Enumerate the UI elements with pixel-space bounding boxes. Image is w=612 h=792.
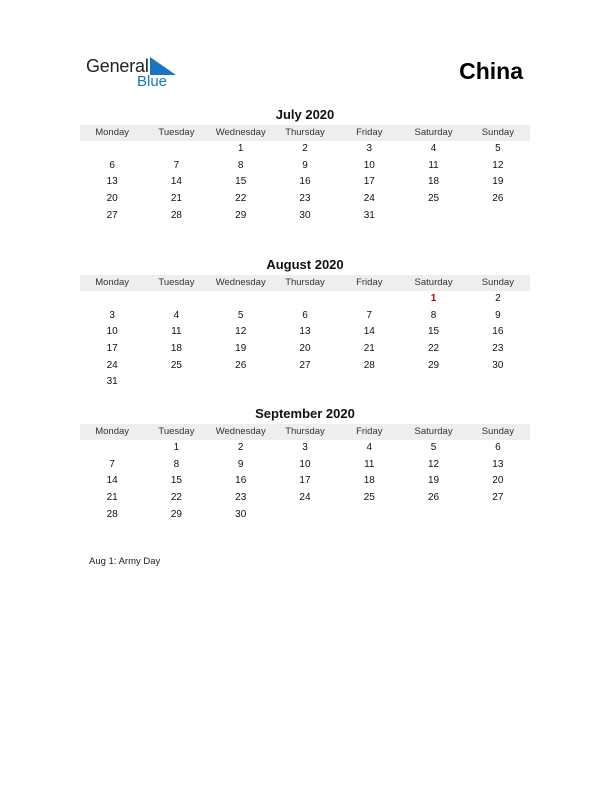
weekday-header: Wednesday xyxy=(209,275,273,291)
day-cell xyxy=(466,507,530,524)
day-cell: 12 xyxy=(492,159,504,171)
month-title: July 2020 xyxy=(275,107,335,122)
weekday-header: Thursday xyxy=(273,275,337,291)
day-grid xyxy=(80,440,530,523)
day-cell: 24 xyxy=(363,193,375,205)
day-cell: 5 xyxy=(430,442,437,453)
day-grid xyxy=(80,141,530,224)
weekday-header: Thursday xyxy=(273,125,337,141)
day-cell: 7 xyxy=(366,309,373,321)
weekday-header: Tuesday xyxy=(144,125,208,141)
day-cell: 13 xyxy=(492,458,504,470)
day-cell xyxy=(80,141,144,158)
day-cell: 29 xyxy=(170,508,182,520)
day-cell: 1 xyxy=(173,442,180,453)
day-cell: 27 xyxy=(299,359,311,371)
day-cell: 9 xyxy=(302,159,308,171)
day-cell xyxy=(273,291,337,308)
day-cell: 9 xyxy=(495,309,501,321)
weekday-header: Sunday xyxy=(466,424,530,440)
day-cell: 6 xyxy=(495,442,501,453)
day-cell: 23 xyxy=(492,343,504,355)
day-cell: 11 xyxy=(428,159,439,171)
month-july-2020 xyxy=(80,106,530,224)
brand-general-text: General xyxy=(86,56,149,76)
day-cell xyxy=(80,291,144,308)
weekday-header: Wednesday xyxy=(209,424,273,440)
day-cell: 16 xyxy=(492,326,504,338)
day-cell: 30 xyxy=(235,508,247,520)
day-cell xyxy=(273,374,337,391)
day-cell: 16 xyxy=(299,176,311,188)
month-august-2020 xyxy=(80,256,530,391)
weekday-header: Friday xyxy=(337,275,401,291)
day-cell: 19 xyxy=(428,475,440,487)
day-cell: 10 xyxy=(106,326,118,338)
day-cell: 3 xyxy=(366,143,373,154)
holiday-notes xyxy=(89,556,160,567)
holiday-note: Aug 1: Army Day xyxy=(89,556,161,567)
weekday-header-row xyxy=(80,273,530,291)
holiday-day-cell: 1 xyxy=(430,293,437,304)
day-cell: 23 xyxy=(235,492,247,504)
day-cell xyxy=(401,507,465,524)
day-cell: 29 xyxy=(428,359,440,371)
day-cell: 30 xyxy=(299,209,311,221)
day-cell: 25 xyxy=(170,359,182,371)
weekday-header-row xyxy=(80,422,530,440)
day-cell: 12 xyxy=(235,326,247,338)
day-cell: 26 xyxy=(492,193,504,205)
day-cell: 31 xyxy=(106,376,118,388)
day-cell: 1 xyxy=(237,143,244,154)
day-cell: 8 xyxy=(173,458,180,470)
day-cell: 2 xyxy=(495,293,501,304)
weekday-header-row xyxy=(80,123,530,141)
day-cell: 6 xyxy=(109,159,115,171)
day-cell: 14 xyxy=(170,176,182,188)
day-cell: 4 xyxy=(366,442,373,453)
day-cell: 18 xyxy=(363,475,375,487)
day-cell xyxy=(144,291,208,308)
day-cell xyxy=(144,374,208,391)
day-cell xyxy=(337,374,401,391)
day-cell xyxy=(144,141,208,158)
day-cell: 5 xyxy=(237,309,244,321)
day-cell: 7 xyxy=(109,458,115,470)
weekday-header: Sunday xyxy=(466,125,530,141)
day-cell: 29 xyxy=(235,209,247,221)
weekday-header: Sunday xyxy=(466,275,530,291)
day-cell: 21 xyxy=(106,492,118,504)
month-title: September 2020 xyxy=(255,406,355,421)
day-cell: 27 xyxy=(106,209,118,221)
day-cell: 24 xyxy=(106,359,118,371)
day-cell: 15 xyxy=(428,326,440,338)
weekday-header: Friday xyxy=(337,424,401,440)
weekday-header: Saturday xyxy=(401,424,465,440)
weekday-header: Wednesday xyxy=(209,125,273,141)
day-cell: 18 xyxy=(428,176,440,188)
day-cell: 3 xyxy=(302,442,308,453)
day-cell: 9 xyxy=(237,458,244,470)
day-cell xyxy=(209,374,273,391)
day-cell: 4 xyxy=(430,143,437,154)
day-cell: 20 xyxy=(299,343,311,355)
day-cell xyxy=(466,208,530,225)
day-cell: 22 xyxy=(170,492,182,504)
day-cell: 20 xyxy=(106,193,118,205)
day-cell xyxy=(80,440,144,457)
day-cell: 26 xyxy=(428,492,440,504)
weekday-header: Monday xyxy=(80,275,144,291)
month-title: August 2020 xyxy=(266,257,344,272)
day-cell: 16 xyxy=(235,475,247,487)
day-cell: 17 xyxy=(299,475,311,487)
day-cell: 25 xyxy=(363,492,375,504)
day-cell: 11 xyxy=(364,458,375,470)
day-cell: 4 xyxy=(173,309,180,321)
day-cell: 22 xyxy=(235,193,247,205)
day-cell: 19 xyxy=(492,176,504,188)
day-cell: 11 xyxy=(171,326,182,338)
day-cell: 17 xyxy=(106,343,118,355)
day-cell: 23 xyxy=(299,193,311,205)
day-cell: 30 xyxy=(492,359,504,371)
country-title: China xyxy=(459,58,523,84)
day-cell: 7 xyxy=(173,159,180,171)
day-cell: 18 xyxy=(170,343,182,355)
day-cell: 27 xyxy=(492,492,504,504)
day-cell: 2 xyxy=(237,442,244,453)
day-cell: 2 xyxy=(302,143,308,154)
day-grid xyxy=(80,291,530,391)
brand-logo xyxy=(86,56,186,90)
day-cell xyxy=(337,291,401,308)
day-cell xyxy=(273,507,337,524)
day-cell: 20 xyxy=(492,475,504,487)
day-cell: 8 xyxy=(237,159,244,171)
day-cell xyxy=(401,208,465,225)
day-cell: 13 xyxy=(299,326,311,338)
day-cell: 14 xyxy=(106,475,118,487)
day-cell xyxy=(466,374,530,391)
day-cell: 12 xyxy=(428,458,440,470)
weekday-header: Tuesday xyxy=(144,424,208,440)
day-cell: 6 xyxy=(302,309,308,321)
month-september-2020 xyxy=(80,405,530,523)
weekday-header: Saturday xyxy=(401,275,465,291)
day-cell: 28 xyxy=(170,209,182,221)
day-cell: 3 xyxy=(109,309,115,321)
day-cell: 15 xyxy=(170,475,182,487)
weekday-header: Thursday xyxy=(273,424,337,440)
day-cell: 17 xyxy=(363,176,375,188)
day-cell: 10 xyxy=(363,159,375,171)
day-cell: 8 xyxy=(430,309,437,321)
weekday-header: Tuesday xyxy=(144,275,208,291)
day-cell: 10 xyxy=(299,458,311,470)
brand-blue-text: Blue xyxy=(137,73,168,90)
day-cell: 22 xyxy=(428,343,440,355)
day-cell: 21 xyxy=(170,193,182,205)
day-cell: 14 xyxy=(363,326,375,338)
day-cell: 31 xyxy=(363,209,375,221)
weekday-header: Saturday xyxy=(401,125,465,141)
day-cell: 19 xyxy=(235,343,247,355)
day-cell: 13 xyxy=(106,176,118,188)
day-cell: 5 xyxy=(495,143,501,154)
day-cell: 15 xyxy=(235,176,247,188)
day-cell: 24 xyxy=(299,492,311,504)
weekday-header: Monday xyxy=(80,424,144,440)
day-cell xyxy=(337,507,401,524)
day-cell xyxy=(401,374,465,391)
day-cell: 21 xyxy=(363,343,375,355)
day-cell xyxy=(209,291,273,308)
day-cell: 28 xyxy=(363,359,375,371)
weekday-header: Monday xyxy=(80,125,144,141)
day-cell: 25 xyxy=(428,193,440,205)
day-cell: 28 xyxy=(106,508,118,520)
weekday-header: Friday xyxy=(337,125,401,141)
day-cell: 26 xyxy=(235,359,247,371)
